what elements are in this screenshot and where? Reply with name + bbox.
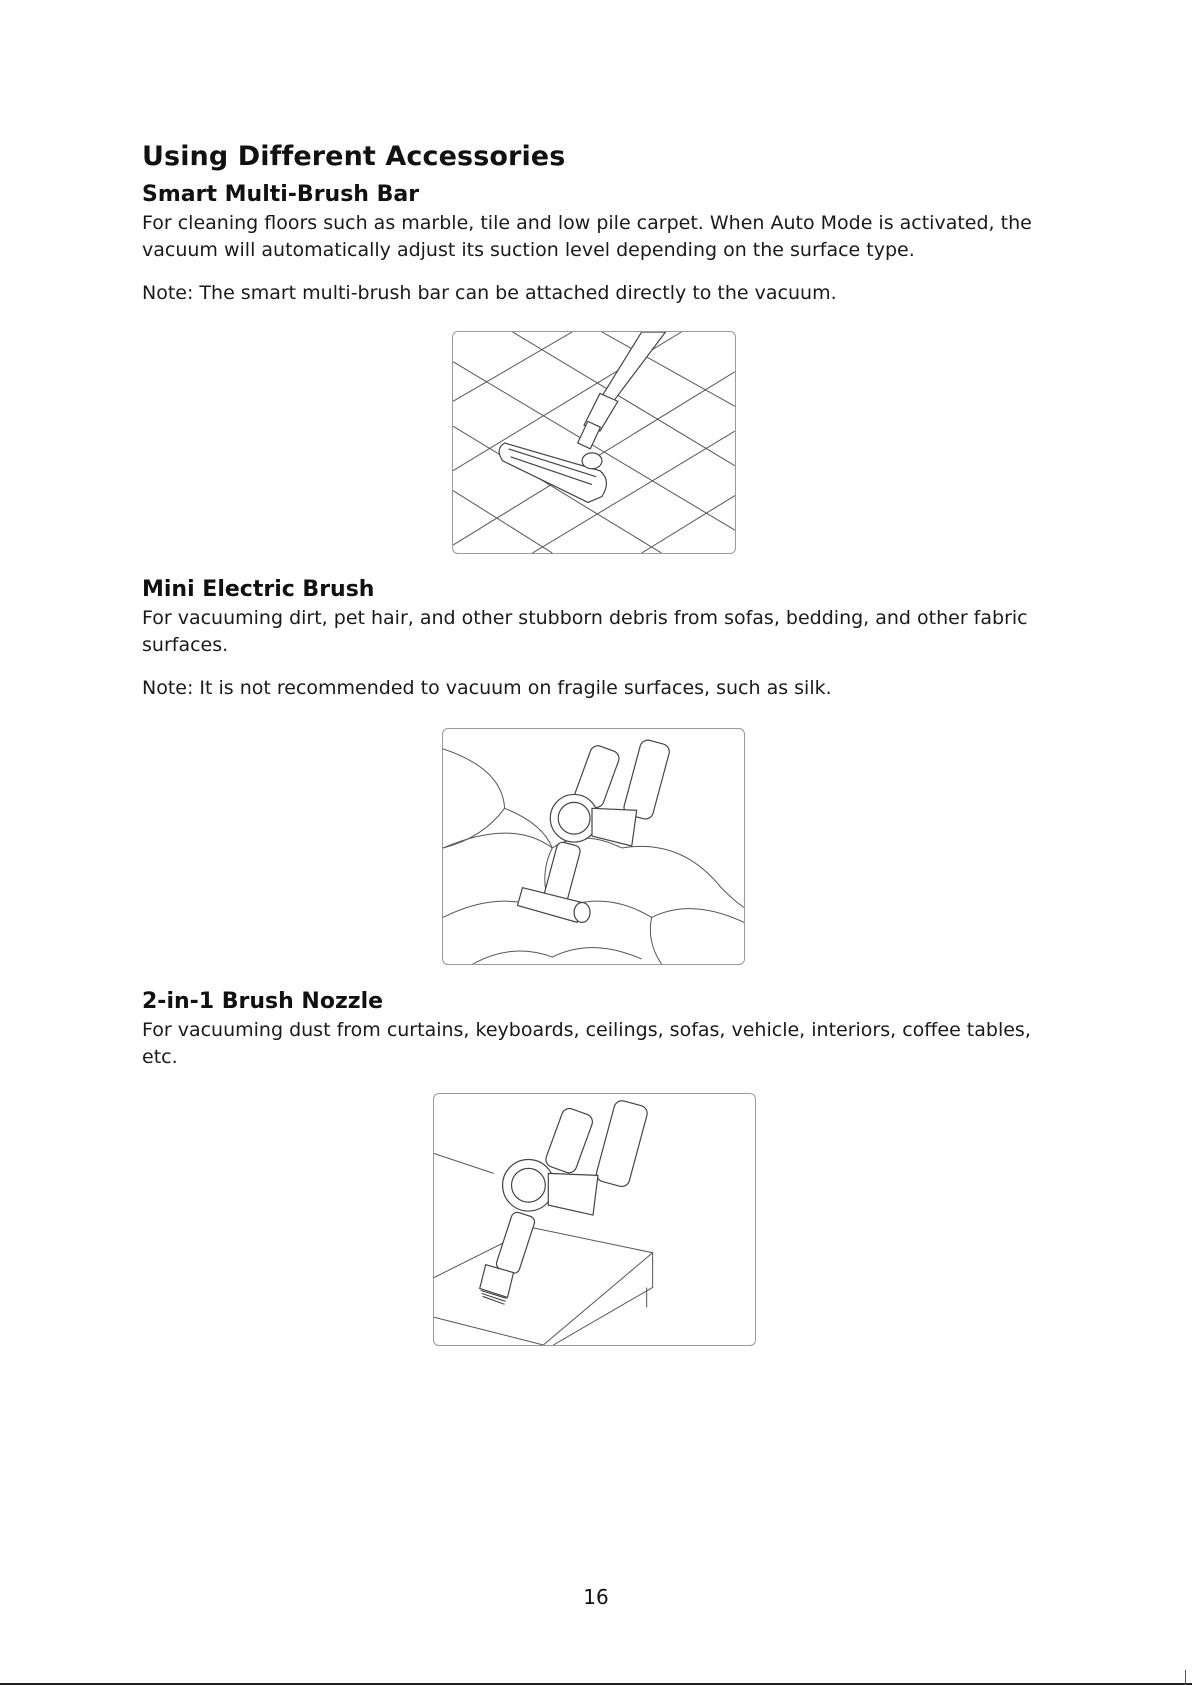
brush-nozzle-illustration bbox=[433, 1093, 756, 1346]
section-smart-multi-brush-bar bbox=[142, 180, 1062, 307]
page-number: 16 bbox=[583, 1585, 609, 1609]
section-body: For cleaning floors such as marble, tile and low pile carpet. When Auto Mode is activated, the vacuum will automatically adjust its suction level depending on the surface type. bbox=[142, 212, 1032, 261]
section-heading: Mini Electric Brush bbox=[142, 577, 375, 602]
page-header bbox=[142, 138, 1062, 176]
section-note: Note: The smart multi-brush bar can be attached directly to the vacuum. bbox=[142, 282, 837, 304]
page-corner-tick bbox=[1185, 1670, 1186, 1685]
page-title: Using Different Accessories bbox=[142, 141, 566, 172]
section-heading: 2-in-1 Brush Nozzle bbox=[142, 989, 384, 1014]
section-body: For vacuuming dust from curtains, keyboards, ceilings, sofas, vehicle, interiors, coffee tables, etc. bbox=[142, 1019, 1031, 1068]
section-body: For vacuuming dirt, pet hair, and other stubborn debris from sofas, bedding, and other fabric surfaces. bbox=[142, 607, 1028, 656]
section-heading: Smart Multi-Brush Bar bbox=[142, 182, 420, 207]
section-note: Note: It is not recommended to vacuum on fragile surfaces, such as silk. bbox=[142, 677, 832, 699]
multi-brush-bar-illustration bbox=[452, 331, 736, 554]
mini-electric-brush-illustration bbox=[442, 728, 745, 965]
section-2-in-1-brush-nozzle bbox=[142, 987, 1062, 1071]
sofa-vacuum-drawing bbox=[443, 729, 744, 964]
floor-vacuum-drawing bbox=[453, 332, 735, 553]
section-mini-electric-brush bbox=[142, 575, 1062, 702]
table-vacuum-drawing bbox=[434, 1094, 755, 1345]
